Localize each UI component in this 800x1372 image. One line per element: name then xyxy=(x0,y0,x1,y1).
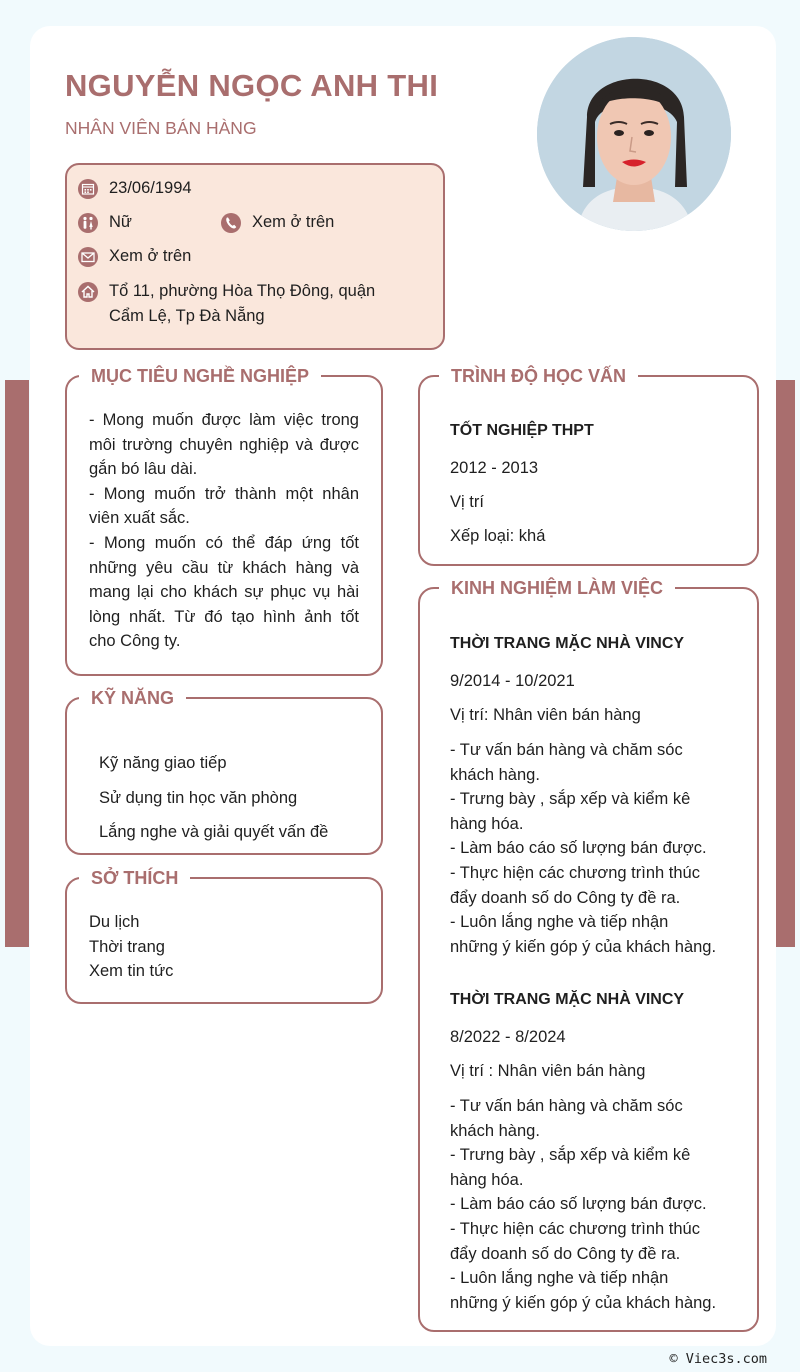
birthday-text: 23/06/1994 xyxy=(109,179,192,197)
duty-line: hàng hóa. xyxy=(450,1170,524,1189)
skill-item: Lắng nghe và giải quyết vấn đề xyxy=(99,823,329,841)
education-period: 2012 - 2013 xyxy=(450,459,539,477)
duty-line: - Trưng bày , sắp xếp và kiểm kê xyxy=(450,1146,691,1165)
duty-line: - Thực hiện các chương trình thúc xyxy=(450,863,700,882)
job-period: 8/2022 - 8/2024 xyxy=(450,1028,566,1046)
skills-section xyxy=(65,688,383,855)
hobby-item: Du lịch xyxy=(89,913,140,931)
contact-info-box xyxy=(65,163,445,350)
duty-line: - Trưng bày , sắp xếp và kiểm kê xyxy=(450,790,691,809)
duty-line: - Luôn lắng nghe và tiếp nhận xyxy=(450,1269,669,1288)
duty-line: đẩy doanh số do Công ty đề ra. xyxy=(450,888,681,907)
address-line-1: Tổ 11, phường Hòa Thọ Đông, quận xyxy=(109,282,376,300)
duty-line: - Tư vấn bán hàng và chăm sóc xyxy=(450,1097,683,1115)
avatar xyxy=(537,37,731,231)
job-period: 9/2014 - 10/2021 xyxy=(450,672,575,690)
duty-line: - Làm báo cáo số lượng bán được. xyxy=(450,839,707,858)
email-row xyxy=(77,246,191,269)
duty-line: - Tư vấn bán hàng và chăm sóc xyxy=(450,741,683,759)
job-position: Vị trí : Nhân viên bán hàng xyxy=(450,1062,646,1080)
education-section xyxy=(418,366,759,566)
address-line-2: Cẩm Lệ, Tp Đà Nẵng xyxy=(109,307,265,325)
duty-line: khách hàng. xyxy=(450,1121,540,1140)
objective-text xyxy=(89,408,359,654)
objective-paragraph: - Mong muốn được làm việc trong môi trường chuyên nghiệp và được gắn bó lâu dài. xyxy=(89,411,359,479)
phone-text: Xem ở trên xyxy=(252,213,335,231)
education-school: TỐT NGHIỆP THPT xyxy=(450,422,594,439)
job-company: THỜI TRANG MẶC NHÀ VINCY xyxy=(450,635,685,652)
hobby-item: Xem tin tức xyxy=(89,962,174,981)
skill-item: Sử dụng tin học văn phòng xyxy=(99,788,298,807)
skill-item: Kỹ năng giao tiếp xyxy=(99,754,227,772)
objective-heading: MỤC TIÊU NGHỀ NGHIỆP xyxy=(79,364,321,388)
duty-line: đẩy doanh số do Công ty đề ra. xyxy=(450,1244,681,1263)
address-text xyxy=(109,279,375,329)
hobby-item: Thời trang xyxy=(89,937,165,956)
experience-heading: KINH NGHIỆM LÀM VIỆC xyxy=(439,576,675,600)
experience-job xyxy=(450,988,750,1315)
duty-line: - Thực hiện các chương trình thúc xyxy=(450,1219,700,1238)
duty-line: - Làm báo cáo số lượng bán được. xyxy=(450,1195,707,1214)
duty-line: những ý kiến góp ý của khách hàng. xyxy=(450,1293,717,1312)
job-duties xyxy=(450,738,750,959)
phone-icon xyxy=(220,212,242,234)
left-decor-band xyxy=(5,380,29,947)
candidate-name: NGUYỄN NGỌC ANH THI xyxy=(65,68,439,103)
objective-section xyxy=(65,366,383,676)
job-position: Vị trí: Nhân viên bán hàng xyxy=(450,706,641,724)
education-position: Vị trí xyxy=(450,493,484,511)
phone-row xyxy=(220,212,334,235)
email-text: Xem ở trên xyxy=(109,247,192,265)
watermark: © Viec3s.com xyxy=(669,1351,767,1367)
education-heading: TRÌNH ĐỘ HỌC VẤN xyxy=(439,364,638,388)
skills-list xyxy=(99,746,369,850)
hobbies-list xyxy=(89,910,359,984)
experience-job xyxy=(450,632,750,959)
experience-section xyxy=(418,578,759,1332)
objective-paragraph: - Mong muốn trở thành một nhân viên xuất sắc. xyxy=(89,484,359,528)
hobbies-heading: SỞ THÍCH xyxy=(79,866,190,890)
gender-row xyxy=(77,212,132,235)
job-duties xyxy=(450,1094,750,1315)
hobbies-section xyxy=(65,868,383,1004)
job-title: NHÂN VIÊN BÁN HÀNG xyxy=(65,118,257,138)
objective-paragraph: - Mong muốn có thể đáp ứng tốt những yêu cầu từ khách hàng và mang lại cho khách sự phục vụ hài lòng nhất. Từ đó tạo hình ảnh tốt cho Công ty. xyxy=(89,533,359,651)
job-company: THỜI TRANG MẶC NHÀ VINCY xyxy=(450,991,685,1008)
duty-line: những ý kiến góp ý của khách hàng. xyxy=(450,937,717,956)
education-details xyxy=(450,419,740,548)
duty-line: hàng hóa. xyxy=(450,814,524,833)
duty-line: khách hàng. xyxy=(450,765,540,784)
skills-heading: KỸ NĂNG xyxy=(79,686,186,710)
education-grade: Xếp loại: khá xyxy=(450,527,546,545)
duty-line: - Luôn lắng nghe và tiếp nhận xyxy=(450,913,669,932)
gender-icon xyxy=(77,212,99,234)
envelope-icon xyxy=(77,246,99,268)
home-icon xyxy=(77,281,99,303)
birthday-row xyxy=(77,178,192,201)
gender-text: Nữ xyxy=(109,213,132,231)
address-row xyxy=(77,281,375,329)
calendar-icon xyxy=(77,178,99,200)
